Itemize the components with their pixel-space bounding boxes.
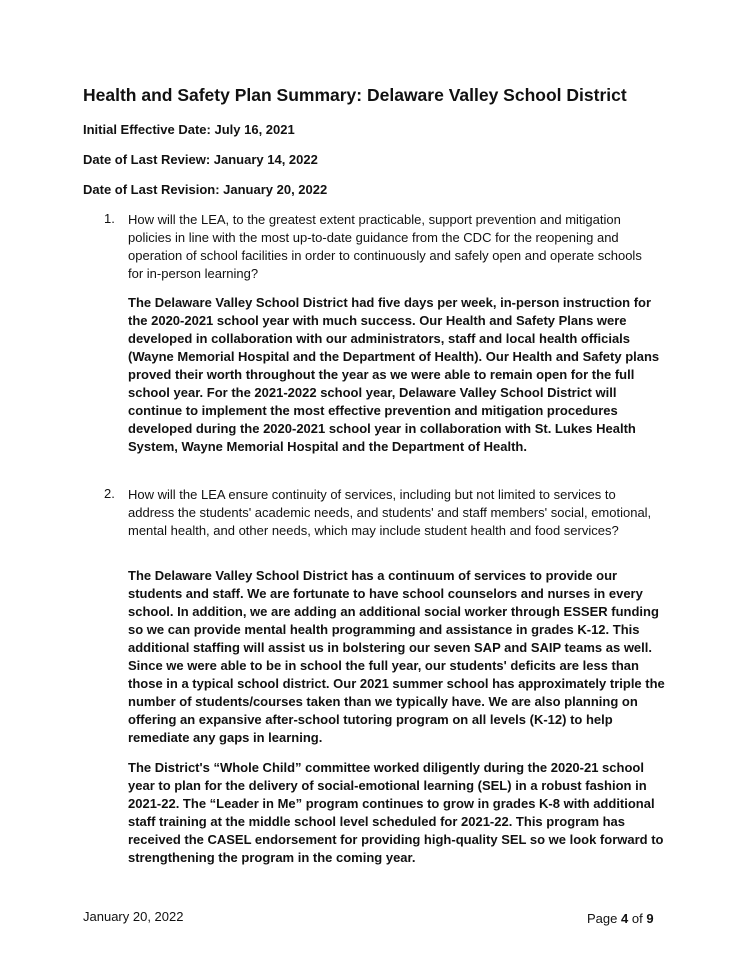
answer-2-paragraph-1: The Delaware Valley School District has a continuum of services to provide our students and staff. We are fortunate to have school counselors and nurses in every school. In addition, we are adding an additional social worker through ESSER funding so we can provide mental health programming and assistance in grades K-12. This additional staffing will assist us in bolstering our seven SAP and SAIP teams as well. Since we were able to be in school the full year, our students' deficits are less than those in a typical school district. Our 2021 summer school has approximately triple the number of students/courses taken than we typically have. We are also planning on offering an expansive after-school tutoring program on all levels (K-12) to help remediate any gaps in learning. — [128, 568, 665, 745]
answer-2-paragraph-2: The District's “Whole Child” committee worked diligently during the 2020-21 school year to plan for the delivery of social-emotional learning (SEL) in a robust fashion in 2021-22. The “Leader in Me” program continues to grow in grades K-8 with additional staff training at the middle school level scheduled for 2021-22. This program has received the CASEL endorsement for providing high-quality SEL so we look forward to strengthening the program in the coming year. — [128, 760, 664, 865]
last-review-date: Date of Last Review: January 14, 2022 — [83, 152, 318, 167]
page-current: 4 — [621, 911, 629, 926]
page-of: of — [631, 911, 643, 926]
answer-1-paragraph: The Delaware Valley School District had five days per week, in-person instruction for the 2020-2021 school year with much success. Our Health and Safety Plans were developed in collaboration with our administrators, staff and local health officials (Wayne Memorial Hospital and the Department of Health). Our Health and Safety plans proved their worth throughout the year as we were able to remain open for the full school year. For the 2021-2022 school year, Delaware Valley School District will continue to implement the most effective prevention and mitigation procedures developed during the 2020-2021 school year in collaboration with St. Lukes Health System, Wayne Memorial Hospital and the Department of Health. — [128, 295, 660, 454]
question-2-number: 2. — [104, 486, 115, 501]
page-label: Page — [587, 911, 618, 926]
question-1-number: 1. — [104, 211, 115, 226]
document-title: Health and Safety Plan Summary: Delaware Valley School District — [83, 85, 627, 105]
question-1-text: How will the LEA, to the greatest extent practicable, support prevention and mitigation policies in line with the most up-to-date guidance from the CDC for the reopening and operation of school facilities in order to continuously and safely open and operate schools for in-person learning? — [128, 212, 642, 281]
last-revision-date: Date of Last Revision: January 20, 2022 — [83, 182, 328, 197]
initial-effective-date: Initial Effective Date: July 16, 2021 — [83, 122, 295, 137]
question-2-text: How will the LEA ensure continuity of services, including but not limited to services to address the students' academic needs, and students' and staff members' social, emotional, mental health, and other needs, which may include student health and food services? — [128, 487, 652, 538]
page-total: 9 — [646, 911, 654, 926]
footer-page-number — [587, 911, 654, 926]
footer-date: January 20, 2022 — [83, 909, 184, 924]
